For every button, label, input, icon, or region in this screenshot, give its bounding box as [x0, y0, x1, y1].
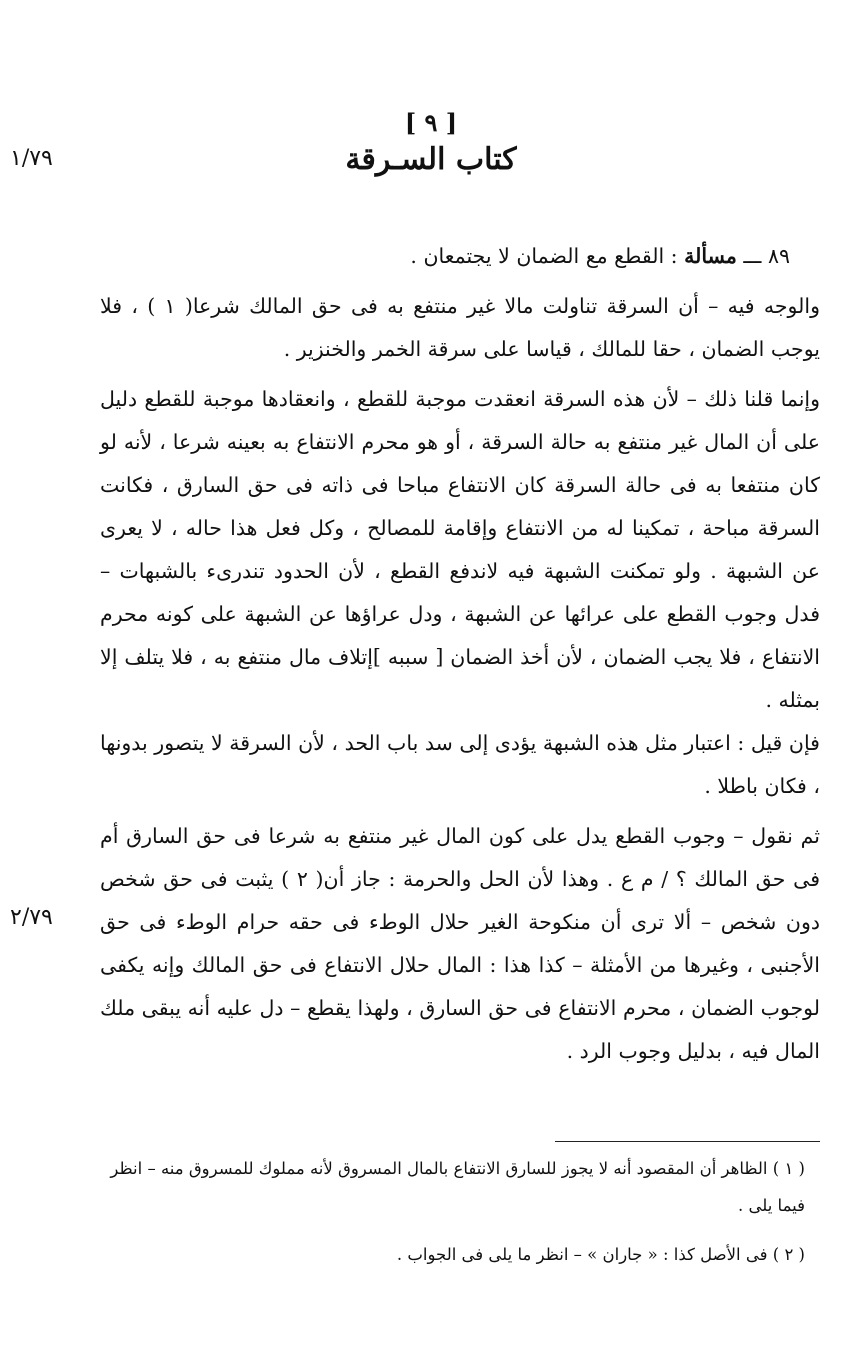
issue-label: مسألة — [684, 244, 737, 268]
issue-text: : القطع مع الضمان لا يجتمعان . — [410, 244, 678, 268]
paragraph: والوجه فيه – أن السرقة تناولت مالا غير منتفع به فى حق المالك شرعا( ١ ) ، فلا يوجب الضمان ، حقا للمالك ، قياسا على سرقة الخمر والخنزير . — [100, 294, 820, 361]
margin-page-reference-top: ١/٧٩ — [10, 146, 53, 171]
footnote-divider — [555, 1141, 820, 1142]
section-number: [ ٩ ] — [404, 108, 458, 137]
margin-page-reference-middle: ٢/٧٩ — [10, 905, 53, 930]
paragraph: ثم نقول – وجوب القطع يدل على كون المال غير منتفع به شرعا فى حق السارق أم فى حق المالك ؟ / م ع . وهذا لأن الحل والحرمة : جاز أن( ٢ ) يثبت فى حق شخص دون شخص – ألا ترى أن منكوحة الغير حلال الوطء فى حقه حرام الوطء فى حق الأجنبى ، وغيرها من الأمثلة – كذا هذا : المال حلال الانتفاع فى حق المالك وإنه يكفى لوجوب الضمان ، محرم الانتفاع فى حق السارق ، ولهذا يقطع – دل عليه أنه يبقى ملك المال فيه ، بدليل وجوب الرد . — [100, 824, 820, 1063]
footnotes — [95, 1150, 805, 1273]
main-text — [100, 235, 820, 1073]
footnote: ( ٢ ) فى الأصل كذا : « جاران » – انظر ما يلى فى الجواب . — [396, 1245, 805, 1264]
paragraph: وإنما قلنا ذلك – لأن هذه السرقة انعقدت موجبة للقطع ، وانعقادها موجبة للقطع دليل على أن المال غير منتفع به حالة السرقة ، أو هو محرم الانتفاع به بعينه شرعا ، لأنه لو كان منتفعا به فى حالة السرقة كان الانتفاع مباحا فى ذاته فى حق السارق ، فكانت السرقة مباحة ، تمكينا له من الانتفاع وإقامة للمصالح ، وكل فعل هذا حاله ، لا يعرى عن الشبهة . ولو تمكنت الشبهة فيه لاندفع القطع ، لأن الحدود تندرىء بالشبهات – فدل وجوب القطع على عرائها عن الشبهة ، ودل عراؤها عن الشبهة على كونه محرم الانتفاع ، فلا يجب الضمان ، لأن أخذ الضمان [ سببه ]إتلاف مال منتفع به ، فلا يتلف إلا بمثله . — [100, 387, 820, 712]
footnote: ( ١ ) الظاهر أن المقصود أنه لا يجوز للسارق الانتفاع بالمال المسروق لأنه مملوك للمسروق منه – انظر فيما يلى . — [110, 1159, 805, 1215]
issue-number: ٨٩ ـــ — [743, 244, 790, 268]
chapter-title: كتاب السـرقة — [345, 142, 517, 177]
paragraph: فإن قيل : اعتبار مثل هذه الشبهة يؤدى إلى سد باب الحد ، لأن السرقة لا يتصور بدونها ، فكان باطلا . — [100, 731, 820, 798]
issue-statement — [100, 235, 820, 278]
